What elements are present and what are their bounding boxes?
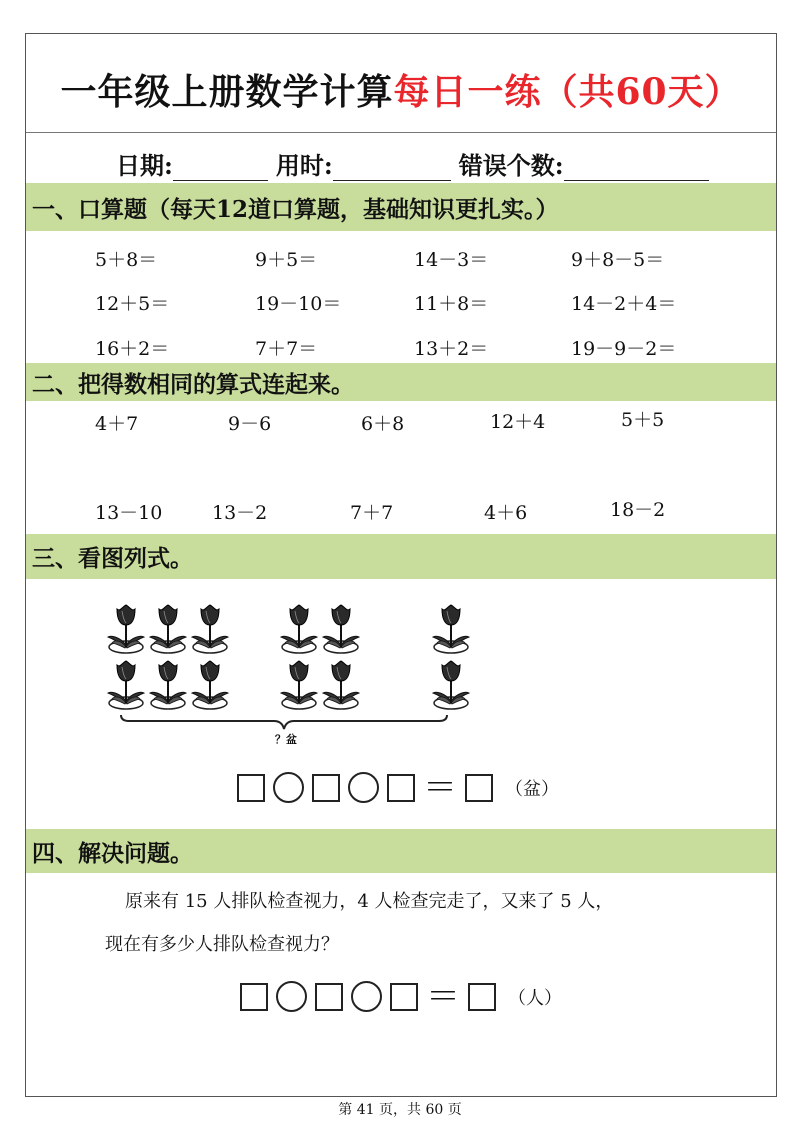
equals-sign: ＝: [423, 767, 457, 808]
title-divider: [26, 132, 776, 133]
answer-box[interactable]: [240, 983, 268, 1011]
section-2-header: 二、把得数相同的算式连起来。: [26, 363, 776, 401]
title-highlight: 每日一练（共60天）: [393, 71, 742, 113]
flower-pots-illustration: [101, 591, 481, 711]
unit-label: （人）: [508, 987, 562, 1009]
operator-circle[interactable]: [351, 981, 382, 1012]
oral-expr: 7＋7＝: [255, 338, 318, 360]
match-top-expr[interactable]: 12＋4: [490, 411, 546, 433]
operator-circle[interactable]: [276, 981, 307, 1012]
answer-box[interactable]: [468, 983, 496, 1011]
problem-equation: [236, 976, 562, 1017]
answer-box[interactable]: [390, 983, 418, 1011]
section-3-header: 三、看图列式。: [26, 534, 776, 579]
oral-expr: 14－2＋4＝: [571, 293, 677, 315]
time-blank[interactable]: [333, 156, 451, 181]
page-title: [26, 64, 776, 115]
operator-circle[interactable]: [273, 772, 304, 803]
date-label: 日期:: [116, 151, 173, 180]
answer-box[interactable]: [237, 774, 265, 802]
errors-label: 错误个数:: [458, 151, 564, 180]
oral-expr: 11＋8＝: [414, 293, 489, 315]
match-top-expr[interactable]: 4＋7: [95, 413, 139, 435]
problem-line-2: 现在有多少人排队检查视力？: [105, 934, 339, 955]
answer-box[interactable]: [312, 774, 340, 802]
time-label: 用时:: [275, 151, 333, 180]
section-1-header: 一、口算题（每天12道口算题，基础知识更扎实。）: [26, 183, 776, 231]
match-bottom-expr[interactable]: 4＋6: [484, 502, 528, 524]
answer-box[interactable]: [387, 774, 415, 802]
equals-sign: ＝: [426, 976, 460, 1017]
oral-expr: 13＋2＝: [414, 338, 489, 360]
match-bottom-expr[interactable]: 13－10: [95, 502, 163, 524]
question-label: ？盆: [275, 733, 297, 746]
page-footer: 第 41 页，共 60 页: [338, 1102, 462, 1118]
problem-line-1: 原来有 15 人排队检查视力，4 人检查完走了，又来了 5 人，: [125, 891, 614, 912]
oral-expr: 14－3＝: [414, 249, 489, 271]
operator-circle[interactable]: [348, 772, 379, 803]
oral-expr: 19－9－2＝: [571, 338, 677, 360]
match-bottom-expr[interactable]: 13－2: [212, 502, 268, 524]
oral-expr: 16＋2＝: [95, 338, 170, 360]
match-top-expr[interactable]: 9－6: [228, 413, 272, 435]
match-top-expr[interactable]: 5＋5: [621, 409, 665, 431]
oral-expr: 9＋5＝: [255, 249, 318, 271]
title-main: 一年级上册数学计算: [60, 71, 394, 113]
errors-blank[interactable]: [564, 156, 709, 181]
oral-expr: 19－10＝: [255, 293, 342, 315]
match-bottom-expr[interactable]: 7＋7: [350, 502, 394, 524]
oral-expr: 12＋5＝: [95, 293, 170, 315]
answer-box[interactable]: [315, 983, 343, 1011]
match-bottom-expr[interactable]: 18－2: [610, 499, 666, 521]
info-row: [116, 146, 717, 181]
answer-box[interactable]: [465, 774, 493, 802]
match-top-expr[interactable]: 6＋8: [361, 413, 405, 435]
worksheet-frame: [25, 33, 777, 1097]
date-blank[interactable]: [173, 156, 268, 181]
unit-label: （盆）: [505, 778, 559, 800]
section-4-header: 四、解决问题。: [26, 829, 776, 873]
oral-expr: 5＋8＝: [95, 249, 158, 271]
oral-expr: 9＋8－5＝: [571, 249, 665, 271]
picture-equation: [233, 767, 559, 808]
